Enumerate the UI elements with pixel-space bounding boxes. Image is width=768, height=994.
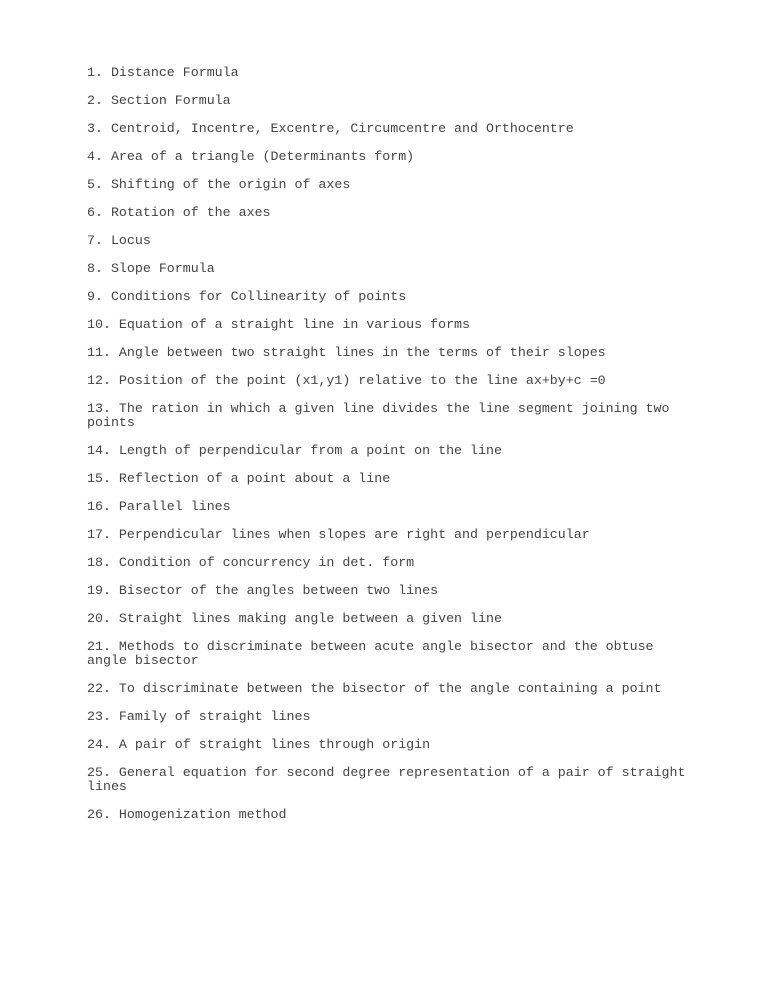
list-item: 11. Angle between two straight lines in the terms of their slopes: [87, 345, 606, 360]
list-item: 2. Section Formula: [87, 93, 231, 108]
list-item: 18. Condition of concurrency in det. form: [87, 555, 415, 570]
list-item: 4. Area of a triangle (Determinants form): [87, 149, 415, 164]
list-item: 10. Equation of a straight line in various forms: [87, 317, 471, 332]
list-item: 5. Shifting of the origin of axes: [87, 177, 351, 192]
list-item: 20. Straight lines making angle between a given line: [87, 611, 502, 626]
list-item: 22. To discriminate between the bisector of the angle containing a point: [87, 681, 662, 696]
list-item: 19. Bisector of the angles between two lines: [87, 583, 439, 598]
list-item: 8. Slope Formula: [87, 261, 215, 276]
list-item: 24. A pair of straight lines through origin: [87, 737, 431, 752]
document-page: [87, 66, 687, 836]
list-item: 12. Position of the point (x1,y1) relative to the line ax+by+c =0: [87, 373, 606, 388]
list-item: 1. Distance Formula: [87, 65, 239, 80]
list-item: 16. Parallel lines: [87, 499, 231, 514]
list-item: 15. Reflection of a point about a line: [87, 471, 391, 486]
list-item: 14. Length of perpendicular from a point on the line: [87, 443, 502, 458]
list-item: 26. Homogenization method: [87, 807, 287, 822]
list-item: 25. General equation for second degree representation of a pair of straight lines: [87, 765, 686, 794]
list-item: 6. Rotation of the axes: [87, 205, 271, 220]
list-item: 7. Locus: [87, 233, 151, 248]
list-item: 13. The ration in which a given line divides the line segment joining two points: [87, 401, 670, 430]
list-item: 23. Family of straight lines: [87, 709, 311, 724]
list-item: 9. Conditions for Collinearity of points: [87, 289, 407, 304]
list-item: 17. Perpendicular lines when slopes are right and perpendicular: [87, 527, 590, 542]
list-item: 3. Centroid, Incentre, Excentre, Circumcentre and Orthocentre: [87, 121, 574, 136]
list-item: 21. Methods to discriminate between acute angle bisector and the obtuse angle bisector: [87, 639, 654, 668]
